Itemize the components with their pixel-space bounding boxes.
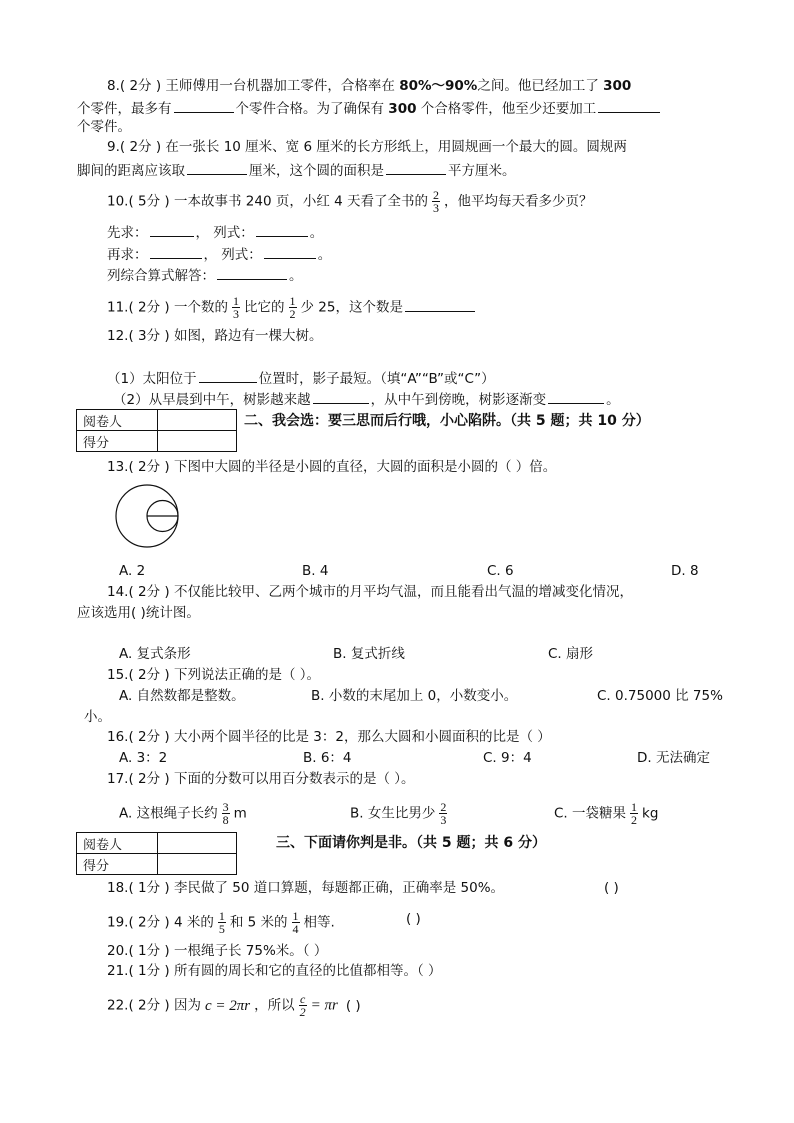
question-number: 13. [107, 459, 129, 475]
question-21: 21.( 1分 ) 所有圆的周长和它的直径的比值都相等。（ ） [107, 963, 442, 979]
answer-blank[interactable] [264, 244, 316, 259]
score-table [76, 832, 237, 875]
question-score: ( 2分 ) [128, 584, 170, 600]
question-19: 19.( 2分 ) 4 米的 $\frac{1}{5}$ 和 5 米的 $\frac{1}{4}$ 相等. [107, 909, 335, 936]
score-table [76, 409, 237, 452]
option-a[interactable]: A. 3：2 [119, 750, 168, 766]
option-c-continuation: 小。 [84, 709, 111, 725]
option-a[interactable]: A. 自然数都是整数。 [119, 688, 245, 704]
question-score: ( 5分 ) [128, 193, 170, 210]
question-10-row-1: 先求： ， 列式： 。 [107, 222, 323, 242]
fraction: $\frac{1}{4}$ [292, 909, 299, 936]
question-score: ( 2分 ) [128, 771, 170, 787]
answer-paren[interactable]: ( ) [604, 880, 619, 896]
question-number: 16. [107, 729, 129, 745]
option-c[interactable]: C. 0.75000 比 75% [597, 688, 723, 704]
answer-paren[interactable]: ( ) [406, 911, 421, 927]
question-10-row-3: 列综合算式解答： 。 [107, 265, 303, 285]
formula: c = 2πr [205, 997, 251, 1014]
question-number: 9. [107, 139, 120, 155]
option-b[interactable]: B. 复式折线 [333, 646, 405, 662]
question-score: ( 3分 ) [128, 328, 170, 344]
option-b[interactable]: B. 4 [302, 563, 329, 579]
reviewer-label: 阅卷人 [77, 833, 158, 854]
fraction: $\frac{c}{2}$ [299, 992, 306, 1019]
score-cell[interactable] [158, 431, 237, 452]
option-c[interactable]: C. 6 [487, 563, 514, 579]
question-8-line-3: 个零件。 [77, 119, 131, 135]
option-a[interactable]: A. 2 [119, 563, 146, 579]
question-number: 12. [107, 328, 129, 344]
question-score: ( 1分 ) [128, 963, 170, 979]
option-b[interactable]: B. 小数的末尾加上 0，小数变小。 [311, 688, 518, 704]
answer-blank[interactable] [548, 389, 604, 404]
fraction: $\frac{1}{2}$ [289, 294, 296, 321]
question-score: ( 2分 ) [128, 997, 170, 1014]
answer-blank[interactable] [256, 222, 308, 237]
fraction: $\frac{2}{3}$ [440, 800, 447, 827]
score-label: 得分 [77, 854, 158, 875]
fraction: $\frac{3}{8}$ [222, 800, 229, 827]
question-score: ( 2分 ) [128, 729, 170, 745]
question-16: 16.( 2分 ) 大小两个圆半径的比是 3：2，那么大圆和小圆面积的比是（ ） [107, 729, 551, 745]
question-score: ( 2分 ) [119, 139, 162, 155]
question-score: ( 2分 ) [119, 78, 162, 94]
question-number: 21. [107, 963, 129, 979]
answer-blank[interactable] [217, 265, 287, 280]
answer-blank[interactable] [150, 222, 194, 237]
question-number: 19. [107, 914, 129, 931]
question-number: 14. [107, 584, 129, 600]
score-label: 得分 [77, 431, 158, 452]
question-10-row-2: 再求： ， 列式： 。 [107, 244, 331, 264]
score-cell[interactable] [158, 854, 237, 875]
question-8-line-1: 8.( 2分 ) 王师傅用一台机器加工零件，合格率在 80%～90%之间。他已经加工了 300 [107, 78, 632, 94]
reviewer-label: 阅卷人 [77, 410, 158, 431]
answer-blank[interactable] [199, 368, 257, 383]
option-d[interactable]: D. 8 [671, 563, 699, 579]
question-number: 17. [107, 771, 129, 787]
answer-blank[interactable] [174, 98, 234, 113]
question-22: 22.( 2分 ) 因为 c = 2πr ，所以 $\frac{c}{2}$ = πr ( ) [107, 992, 361, 1019]
question-12-sub-2: （2）从早晨到中午，树影越来越 ，从中午到傍晚，树影逐渐变 。 [113, 389, 620, 409]
question-10-line-1: 10.( 5分 ) 一本故事书 240 页，小红 4 天看了全书的 $\frac{2}{3}$ ，他平均每天看多少页？ [107, 188, 593, 215]
option-b[interactable]: B. 女生比男少 $\frac{2}{3}$ [350, 800, 447, 827]
fraction: $\frac{2}{3}$ [433, 188, 440, 215]
question-number: 20. [107, 943, 129, 959]
reviewer-cell[interactable] [158, 833, 237, 854]
question-11: 11.( 2分 ) 一个数的 $\frac{1}{3}$ 比它的 $\frac{1}{2}$ 少 25，这个数是 [107, 295, 477, 320]
fraction: $\frac{1}{3}$ [233, 294, 239, 321]
question-number: 15. [107, 667, 129, 683]
option-c[interactable]: C. 扇形 [548, 646, 594, 662]
question-score: ( 2分 ) [128, 299, 170, 316]
reviewer-cell[interactable] [158, 410, 237, 431]
question-15: 15.( 2分 ) 下列说法正确的是（ ）。 [107, 667, 321, 683]
question-number: 22. [107, 997, 129, 1014]
option-c[interactable]: C. 9：4 [483, 750, 532, 766]
question-14-line-1: 14.( 2分 ) 不仅能比较甲、乙两个城市的月平均气温，而且能看出气温的增减变化情况， [107, 584, 633, 600]
option-b[interactable]: B. 6：4 [303, 750, 352, 766]
answer-blank[interactable] [150, 244, 202, 259]
question-8-line-2: 个零件，最多有 个零件合格。为了确保有 300 个合格零件，他至少还要加工 [77, 98, 662, 118]
answer-blank[interactable] [405, 297, 475, 312]
answer-paren[interactable]: ( ) [345, 997, 361, 1014]
question-number: 10. [107, 193, 129, 210]
answer-blank[interactable] [598, 98, 660, 113]
question-number: 11. [107, 299, 129, 316]
question-18: 18.( 1分 ) 李民做了 50 道口算题，每题都正确，正确率是 50%。 [107, 880, 505, 896]
question-score: ( 2分 ) [128, 914, 170, 931]
option-a[interactable]: A. 复式条形 [119, 646, 191, 662]
question-score: ( 1分 ) [128, 880, 170, 896]
question-20: 20.( 1分 ) 一根绳子长 75%米。（ ） [107, 943, 328, 959]
question-14-line-2: 应该选用( )统计图。 [77, 605, 200, 621]
fraction: $\frac{1}{2}$ [631, 800, 638, 827]
question-13: 13.( 2分 ) 下图中大圆的半径是小圆的直径，大圆的面积是小圆的（ ）倍。 [107, 459, 557, 475]
section-3-title: 三、下面请你判是非。（共 5 题；共 6 分） [276, 835, 546, 851]
formula: = πr [310, 997, 338, 1014]
question-12-sub-1: （1）太阳位于 位置时，影子最短。（填“A”“B”或“C”） [107, 368, 495, 388]
question-score: ( 2分 ) [128, 667, 170, 683]
option-c[interactable]: C. 一袋糖果 $\frac{1}{2}$ kg [554, 800, 659, 827]
answer-blank[interactable] [187, 160, 247, 175]
answer-blank[interactable] [313, 389, 369, 404]
question-9-line-2: 脚间的距离应该取 厘米，这个圆的面积是 平方厘米。 [77, 160, 516, 180]
answer-blank[interactable] [386, 160, 446, 175]
question-number: 8. [107, 78, 120, 94]
question-17: 17.( 2分 ) 下面的分数可以用百分数表示的是（ ）。 [107, 771, 415, 787]
section-2-title: 二、我会选：要三思而后行哦，小心陷阱。（共 5 题；共 10 分） [244, 413, 650, 429]
option-a[interactable]: A. 这根绳子长约 $\frac{3}{8}$ m [119, 800, 247, 827]
question-number: 18. [107, 880, 129, 896]
circles-figure [112, 483, 182, 549]
fraction: $\frac{1}{5}$ [218, 909, 225, 936]
question-score: ( 1分 ) [128, 943, 170, 959]
question-12: 12.( 3分 ) 如图，路边有一棵大树。 [107, 328, 323, 344]
question-score: ( 2分 ) [128, 459, 170, 475]
option-d[interactable]: D. 无法确定 [637, 750, 710, 766]
question-9-line-1: 9.( 2分 ) 在一张长 10 厘米、宽 6 厘米的长方形纸上，用圆规画一个最大的圆。圆规两 [107, 139, 627, 155]
